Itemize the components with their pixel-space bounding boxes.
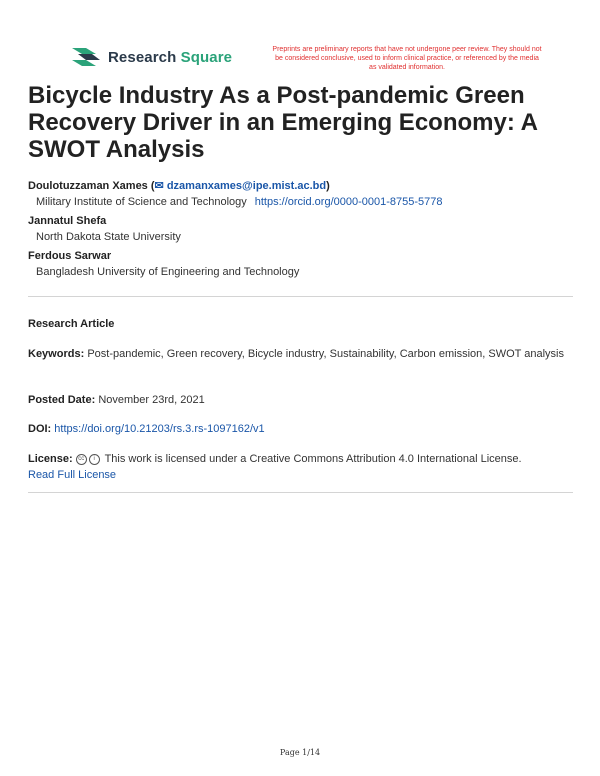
article-type [28,316,573,332]
keywords-label: Keywords: [28,348,85,360]
author-email-text: dzamanxames@ipe.mist.ac.bd [166,180,327,192]
author-name: Doulotuzzaman Xames (✉ dzamanxames@ipe.mist.ac.bd) [28,180,330,192]
logo-text [108,49,232,66]
read-full-license-link[interactable]: Read Full License [28,469,117,481]
author-name-text: Doulotuzzaman Xames [28,180,148,192]
doi-label: DOI: [28,423,52,435]
divider [28,492,573,493]
license-label: License: [28,453,73,465]
orcid-link[interactable]: https://orcid.org/0000-0001-8755-5778 [254,196,443,208]
posted-date-value: November 23rd, 2021 [98,394,205,406]
page-number: Page 1/14 [279,748,321,757]
doi-link[interactable]: https://doi.org/10.21203/rs.3.rs-1097162/v1 [54,423,265,435]
affiliation-text: Military Institute of Science and Technology [36,196,247,208]
research-square-logo-icon [72,46,100,68]
envelope-icon: ✉ [154,180,164,192]
posted-date [28,392,573,408]
author-affiliation: North Dakota State University [36,231,181,243]
paper-title: Bicycle Industry As a Post-pandemic Green Recovery Driver in an Emerging Economy: A SWOT Analysis [28,82,538,163]
author-name: Ferdous Sarwar [28,250,112,262]
logo-word-research: Research [108,48,177,66]
keywords [28,346,573,362]
research-square-logo[interactable] [72,46,232,68]
attribution-icon: i [89,454,100,465]
author-name: Jannatul Shefa [28,215,107,227]
posted-date-label: Posted Date: [28,394,96,406]
license-text: This work is licensed under a Creative Commons Attribution 4.0 International License. [104,453,522,465]
keywords-text: Post-pandemic, Green recovery, Bicycle industry, Sustainability, Carbon emission, SWOT analysis [87,348,564,360]
divider [28,296,573,297]
author-list [28,178,573,283]
doi [28,421,573,437]
author-email-link[interactable] [155,180,327,192]
preprint-disclaimer: Preprints are preliminary reports that have not undergone peer review. They should not be considered conclusive, used to inform clinical practice, or referenced by the media as validated information. [272,46,542,71]
author-affiliation: Bangladesh University of Engineering and Technology [36,266,300,278]
creative-commons-icon: cc [76,454,87,465]
license [28,451,573,483]
logo-word-square: Square [180,48,233,66]
author-affiliation [28,194,573,210]
article-type-text: Research Article [28,318,115,330]
